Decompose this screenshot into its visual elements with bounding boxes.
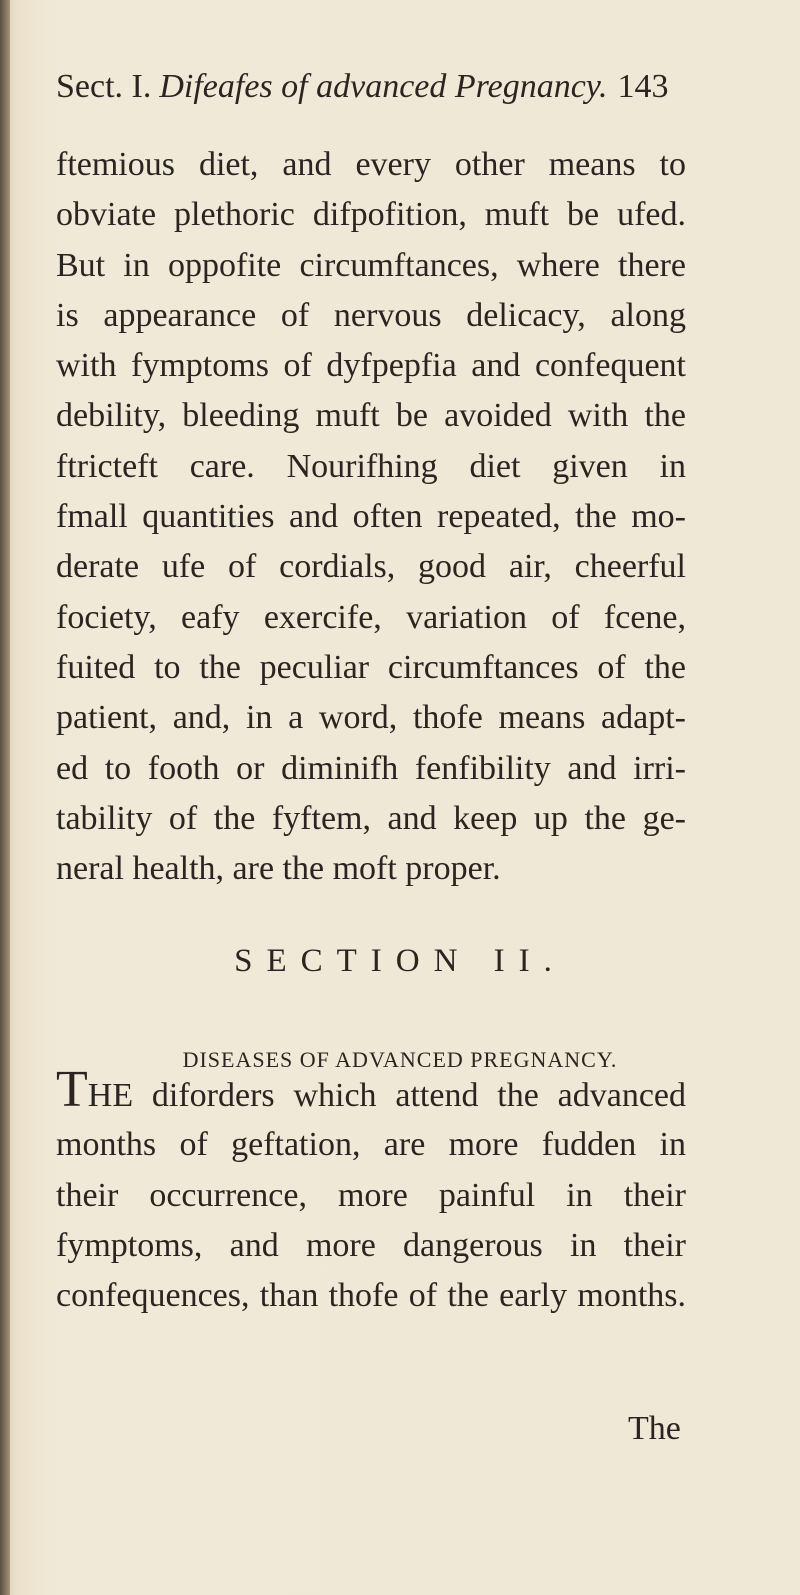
paragraph-1 (56, 140, 686, 894)
text-line: months of geftation, are more fudden in (56, 1126, 686, 1164)
text-line: ftemious diet, and every other means to (56, 146, 686, 183)
text-line: their occurrence, more painful in their (56, 1176, 686, 1214)
text-line: confequences, than thofe of the early months. (56, 1277, 686, 1315)
text-line: tability of the fyftem, and keep up the ge- (56, 799, 686, 837)
drop-cap: T (56, 1061, 88, 1118)
text-line: obviate plethoric difpofition, muft be ufed. (56, 196, 686, 234)
text-line: derate ufe of cordials, good air, cheerful (56, 548, 686, 586)
text-line: debility, bleeding muft be avoided with the (56, 397, 686, 435)
text-line-first (56, 1061, 686, 1120)
page-binding-edge (0, 0, 10, 1595)
header-title: Difeafes of advanced Pregnancy. (159, 68, 608, 105)
text-line: ed to footh or diminifh fenfibility and irri- (56, 749, 686, 787)
header-section: Sect. I. (56, 68, 152, 105)
catchword: The (628, 1410, 681, 1447)
first-line-text: HE diforders which attend the advanced (87, 1077, 686, 1114)
text-line: patient, and, in a word, thofe means adapt- (56, 699, 686, 737)
text-line: fociety, eafy exercife, variation of fcene, (56, 598, 686, 636)
text-line: But in oppofite circumftances, where there (56, 246, 686, 284)
page-number: 143 (617, 68, 669, 105)
text-line: with fymptoms of dyfpepfia and confequent (56, 347, 686, 385)
text-line: is appearance of nervous delicacy, along (56, 296, 686, 334)
section-subheading: DISEASES OF ADVANCED PREGNANCY. (182, 1047, 618, 1072)
text-line: ftricteft care. Nourifhing diet given in (56, 447, 686, 485)
running-header (56, 68, 726, 106)
paragraph-2 (56, 1061, 686, 1321)
text-line: fmall quantities and often repeated, the mo- (56, 498, 686, 536)
text-line: fuited to the peculiar circumftances of the (56, 648, 686, 686)
text-line: fymptoms, and more dangerous in their (56, 1226, 686, 1264)
section-heading: SECTION II. (234, 943, 566, 979)
text-line: neral health, are the moft proper. (56, 850, 501, 888)
